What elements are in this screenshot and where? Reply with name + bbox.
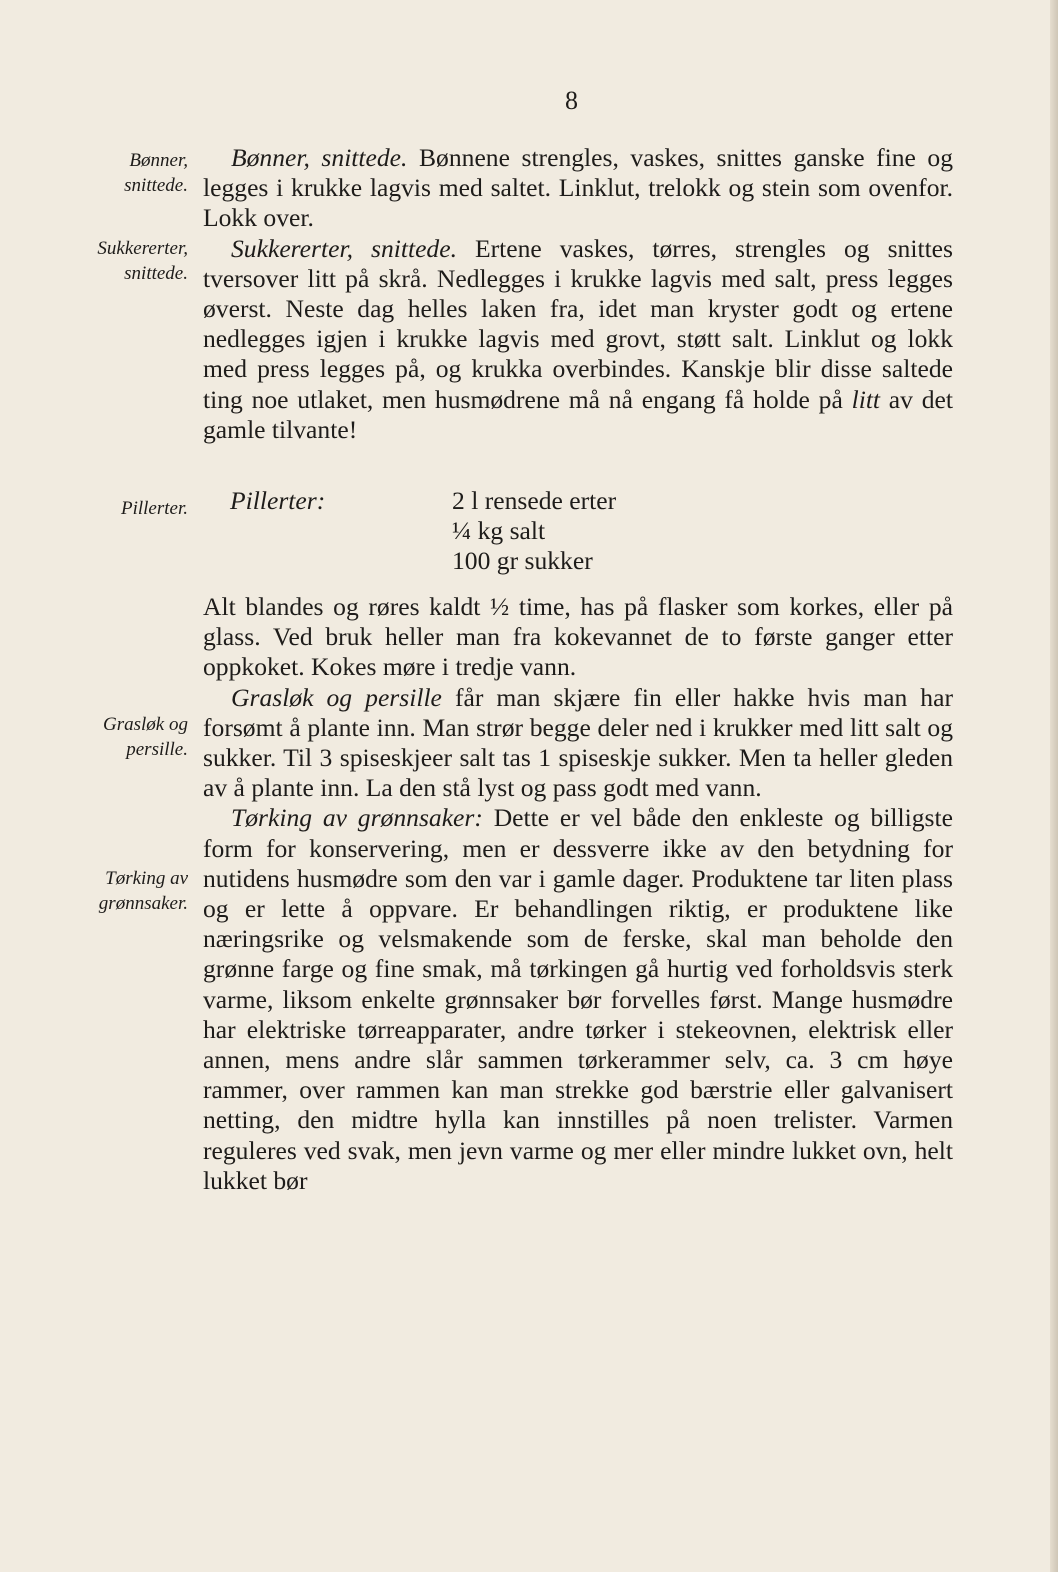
page-number: 8 [565,86,578,115]
margin-note-line: snittede. [124,263,188,284]
emphasis-litt: litt [851,384,881,414]
margin-note-bonner [10,148,188,198]
margin-note-pillerter [10,496,188,521]
paragraph-pillerter: Alt blandes og røres kaldt ½ time, has på flasker som korkes, eller på glass. Ved bruk heller man fra kokevannet de to første ganger etter oppkoket. Kokes møre i tredje vann. [203,592,953,682]
margin-note-torking [10,866,188,916]
heading-torking: Tørking av grønnsaker: [231,803,483,833]
ingredient-item: ¼ kg salt [452,516,546,546]
paragraph-bonner [203,143,953,234]
margin-note-line: Bønner, [129,150,188,171]
margin-note-line: grønnsaker. [98,893,188,914]
paragraph-sukkererter [203,234,953,445]
heading-sukkererter: Sukkererter, snittede. [231,233,457,263]
margin-note-graslok [10,712,188,762]
body-bonner: Bønnene strengles, vaskes, snittes ganske fine og legges i krukke lagvis med saltet. Linklut, trelokk og stein som ovenfor. Lokk over. [203,143,954,233]
ingredient-item: 2 l rensede erter [452,486,617,515]
margin-note-sukkererter [10,236,188,286]
margin-note-line: Grasløk og [103,714,188,735]
margin-note-line: snittede. [124,175,188,196]
margin-note-line: Sukkererter, [97,238,188,259]
body-sukkererter-tail: av det gamle tilvante! [203,384,953,444]
body-torking: Dette er vel både den enkleste og billigste form for konservering, men er dessverre ikke av den betydning for nutidens husmødre som den var i gamle dager. Produktene tar liten plass og er lette å oppvare. Er behandlingen riktig, er produktene like næringsrike og velsmakende som de ferske, skal man beholde den grønne farge og fine smak, må tørkingen gå hurtig ved forholdsvis sterk varme, liksom enkelte grønnsaker bør forvelles først. Mange husmødre har elektriske tørreapparater, andre tørker i stekeovnen, elektrisk eller annen, mens andre slår sammen tørkerammer selv, ca. 3 cm høye rammer, over rammen kan man strekke god bærstrie eller galvanisert netting, den midtre hylla kan innstilles på noen trelister. Varmen reguleres ved svak, men jevn varme og mer eller mindre lukket ovn, helt lukket bør [203,803,953,1195]
heading-graslok: Grasløk og persille [231,682,442,712]
paragraph-torking [203,803,953,1196]
margin-note-line: persille. [126,739,188,760]
body-graslok: får man skjære fin eller hakke hvis man har forsømt å plante inn. Man strør begge deler ned i krukker med litt salt og sukker. Til 3 spiseskjeer salt tas 1 spiseskje sukker. Men ta heller gleden av å plante inn. La den stå lyst og pass godt med vann. [203,682,953,803]
paragraph-graslok [203,683,953,804]
body-sukkererter: Ertene vaskes, tørres, strengles og snittes tversover litt på skrå. Nedlegges i krukke lagvis med salt, press legges øverst. Neste dag helles laken fra, idet man kryster godt og ertene nedlegges igjen i krukke lagvis med grovt, støtt salt. Linklut og lokk med press legges på, og krukka overbindes. Kanskje blir disse saltede ting noe utlaket, men husmødrene må nå engang få holde på [203,233,953,414]
ingredient-item: 100 gr sukker [452,546,593,576]
heading-bonner: Bønner, snittede. [231,143,408,172]
page-edge [1050,0,1058,1572]
text-block-top [203,143,953,445]
margin-note-line: Pillerter. [120,498,188,519]
ingredient-list [452,486,852,577]
heading-pillerter: Pillerter: [230,486,326,515]
margin-note-line: Tørking av [105,868,188,889]
text-block-bottom [203,592,953,1196]
